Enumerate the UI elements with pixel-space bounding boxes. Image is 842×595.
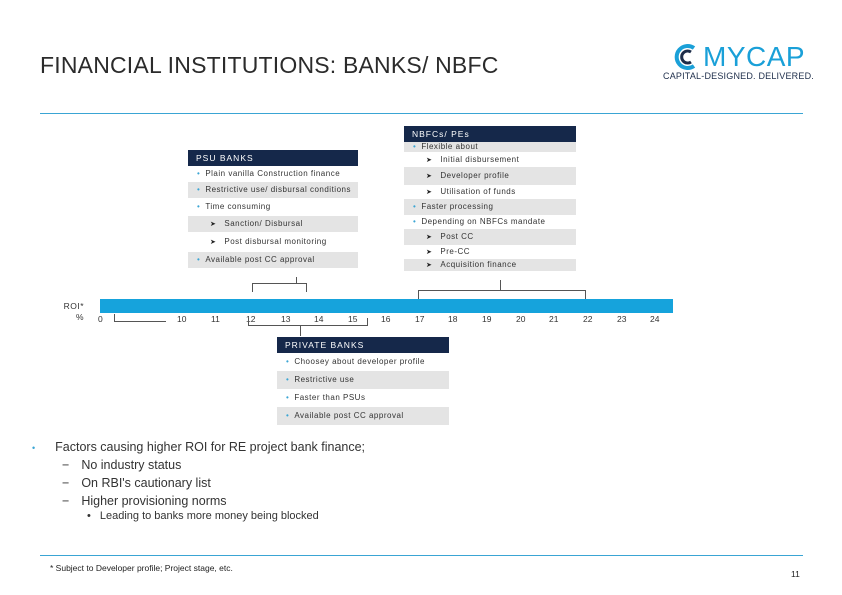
roi-tick-label: 12 [246,314,256,324]
private-item-text: Choosey about developer profile [294,357,425,366]
roi-tick-label: 15 [348,314,358,324]
nbfc-item-text: Initial disbursement [440,155,520,164]
nbfc-list-item [404,199,576,215]
factors-sub-item [62,458,365,472]
factors-subsub-item [87,510,365,522]
bullet-icon: • [413,217,417,226]
roi-axis-label [60,301,84,323]
nbfc-list-item [404,229,576,245]
nbfc-list-item [404,259,576,271]
nbfc-list-item [404,142,576,152]
nbfc-bracket-stem [500,280,501,290]
page-title: FINANCIAL INSTITUTIONS: BANKS/ NBFC [40,52,499,78]
bottom-divider [40,555,803,556]
arrow-bullet-icon: ➤ [426,173,433,180]
roi-tick-label: 22 [583,314,593,324]
nbfc-list-item [404,152,576,167]
mycap-logo-icon [672,42,702,72]
factors-list [32,440,365,522]
roi-tick-label: 21 [549,314,559,324]
arrow-bullet-icon: ➤ [210,239,217,246]
roi-tick-label: 10 [177,314,187,324]
top-divider [40,113,803,114]
bullet-icon: • [32,443,36,453]
bullet-icon: • [197,185,201,194]
arrow-bullet-icon: ➤ [426,189,433,196]
nbfc-item-text: Pre-CC [440,247,471,256]
private-list-item [277,371,449,389]
private-list-item [277,389,449,407]
roi-tick-label: 24 [650,314,660,324]
roi-tick-label: 17 [415,314,425,324]
psu-item-text: Sanction/ Disbursal [224,219,303,228]
bullet-icon: • [286,375,290,384]
logo-wordmark: MYCAP [703,41,806,72]
logo-tagline: CAPITAL-DESIGNED. DELIVERED. [663,71,814,81]
private-range-bracket [248,318,368,326]
psu-list-item [188,252,358,268]
psu-item-text: Time consuming [205,202,271,211]
axis-break-line [146,321,166,322]
factors-sub-item [62,494,365,508]
private-item-text: Restrictive use [294,375,355,384]
factors-sub-item [62,476,365,490]
factors-sub-text: On RBI's cautionary list [81,476,211,490]
footnote: * Subject to Developer profile; Project stage, etc. [50,563,233,573]
private-box [277,337,449,425]
psu-list [188,166,358,268]
nbfc-list [404,142,576,271]
nbfc-item-text: Acquisition finance [440,260,517,269]
roi-tick-label: 14 [314,314,324,324]
bullet-icon: • [286,393,290,402]
private-list-item [277,353,449,371]
psu-list-item [188,232,358,252]
psu-item-text: Restrictive use/ disbursal conditions [205,185,351,194]
psu-item-text: Post disbursal monitoring [224,237,327,246]
private-list [277,353,449,425]
bullet-icon: • [197,202,201,211]
roi-label-line1: ROI* [63,301,84,311]
nbfc-item-text: Post CC [440,232,474,241]
factors-subsub-text: Leading to banks more money being blocked [99,510,319,522]
nbfc-list-item [404,245,576,259]
factors-main-text: Factors causing higher ROI for RE project bank finance; [55,440,366,454]
private-item-text: Faster than PSUs [294,393,366,402]
factors-sub-text: Higher provisioning norms [81,494,227,508]
roi-tick-label: 11 [211,314,220,324]
nbfc-item-text: Depending on NBFCs mandate [421,217,546,226]
psu-bracket-stem [296,277,297,284]
psu-header: PSU BANKS [188,150,358,166]
private-list-item [277,407,449,425]
bullet-icon: • [286,357,290,366]
psu-list-item [188,198,358,216]
nbfc-list-item [404,185,576,199]
private-bracket-stem [300,325,301,336]
arrow-bullet-icon: ➤ [426,157,433,164]
roi-tick-label: 0 [98,314,103,324]
roi-tick-label: 16 [381,314,391,324]
roi-tick-label: 13 [281,314,291,324]
roi-tick-label: 19 [482,314,492,324]
arrow-bullet-icon: ➤ [210,221,217,228]
nbfc-list-item [404,215,576,229]
bullet-icon: • [413,142,417,151]
nbfc-item-text: Utilisation of funds [440,187,516,196]
psu-list-item [188,216,358,232]
dash-bullet-icon: − [62,458,70,472]
psu-list-item [188,182,358,198]
factors-main-item [32,440,365,454]
roi-label-line2: % [75,312,84,322]
dash-bullet-icon: − [62,476,70,490]
roi-tick-label: 18 [448,314,458,324]
psu-box [188,150,358,268]
nbfc-header: NBFCs/ PEs [404,126,576,142]
nbfc-range-bracket [418,290,586,299]
bullet-icon: • [413,202,417,211]
psu-list-item [188,166,358,182]
nbfc-item-text: Faster processing [421,202,494,211]
arrow-bullet-icon: ➤ [426,249,433,256]
nbfc-item-text: Flexible about [421,142,479,151]
nbfc-list-item [404,167,576,185]
factors-sub-list [62,458,365,508]
page-number: 11 [791,569,800,579]
arrow-bullet-icon: ➤ [426,262,433,269]
psu-item-text: Plain vanilla Construction finance [205,169,341,178]
bullet-icon: • [87,510,91,522]
psu-item-text: Available post CC approval [205,255,315,264]
roi-tick-label: 23 [617,314,627,324]
arrow-bullet-icon: ➤ [426,234,433,241]
bullet-icon: • [197,169,201,178]
dash-bullet-icon: − [62,494,70,508]
roi-tick-label: 20 [516,314,526,324]
axis-break-left [114,314,147,322]
nbfc-box [404,126,576,271]
bullet-icon: • [286,411,290,420]
bullet-icon: • [197,255,201,264]
nbfc-item-text: Developer profile [440,171,510,180]
psu-range-bracket [252,283,307,292]
private-item-text: Available post CC approval [294,411,404,420]
private-header: PRIVATE BANKS [277,337,449,353]
factors-sub-text: No industry status [81,458,182,472]
roi-scale-bar [100,299,673,313]
